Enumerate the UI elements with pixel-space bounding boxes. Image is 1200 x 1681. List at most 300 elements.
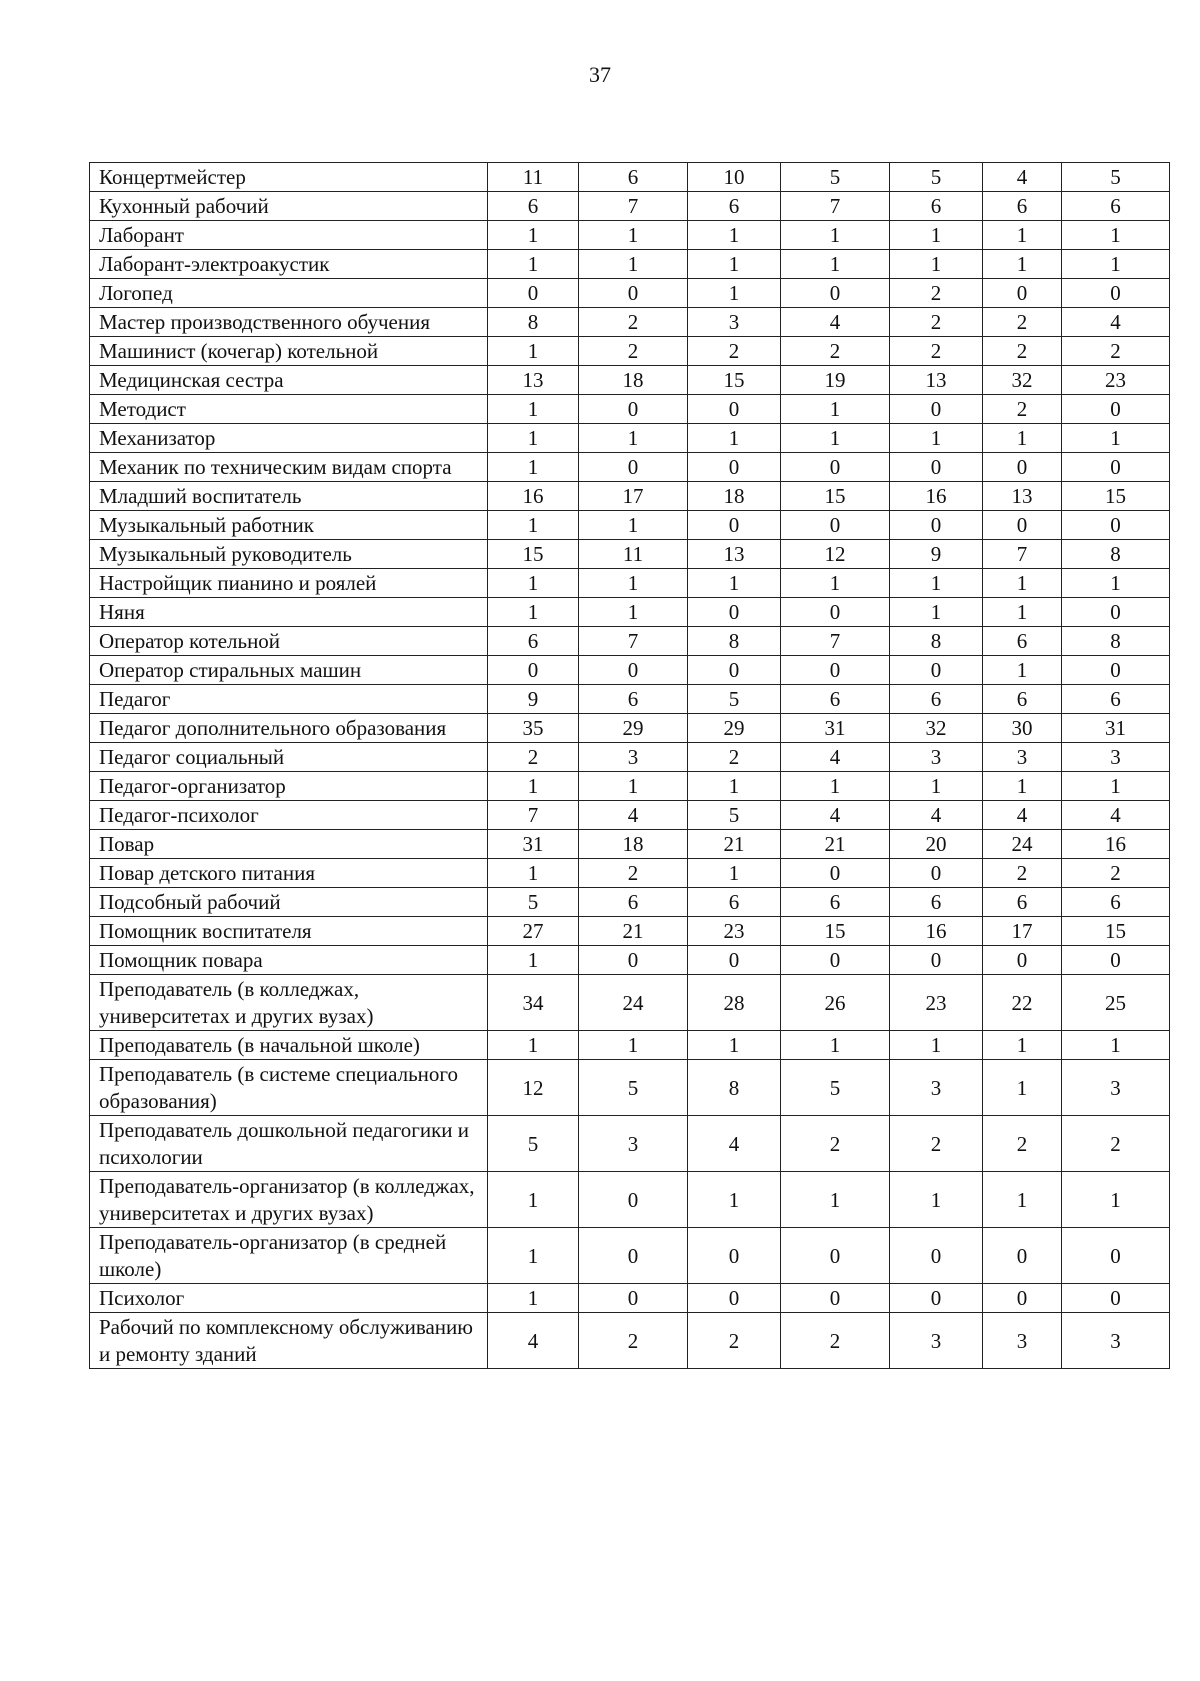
value-cell: 0: [983, 946, 1062, 975]
table-row: [90, 772, 1170, 801]
value-cell: 3: [890, 1060, 983, 1116]
profession-name-cell: Педагог: [90, 685, 488, 714]
value-cell: 1: [1062, 221, 1170, 250]
value-cell: 7: [781, 627, 890, 656]
value-cell: 1: [579, 511, 688, 540]
table-row: [90, 830, 1170, 859]
value-cell: 1: [488, 1031, 579, 1060]
value-cell: 1: [579, 772, 688, 801]
value-cell: 8: [1062, 540, 1170, 569]
table-row: [90, 714, 1170, 743]
value-cell: 4: [488, 1313, 579, 1369]
value-cell: 7: [579, 192, 688, 221]
value-cell: 0: [1062, 598, 1170, 627]
value-cell: 6: [1062, 192, 1170, 221]
value-cell: 2: [983, 308, 1062, 337]
table-row: [90, 946, 1170, 975]
value-cell: 8: [688, 627, 781, 656]
value-cell: 0: [890, 395, 983, 424]
value-cell: 7: [781, 192, 890, 221]
value-cell: 18: [579, 830, 688, 859]
page-number: 37: [589, 62, 611, 87]
value-cell: 6: [488, 192, 579, 221]
table-row: [90, 598, 1170, 627]
profession-name-cell: Преподаватель дошкольной педагогики и психологии: [90, 1116, 488, 1172]
profession-name-cell: Рабочий по комплексному обслуживанию и ремонту зданий: [90, 1313, 488, 1369]
value-cell: 6: [579, 163, 688, 192]
value-cell: 5: [781, 1060, 890, 1116]
value-cell: 9: [488, 685, 579, 714]
value-cell: 1: [983, 772, 1062, 801]
value-cell: 5: [781, 163, 890, 192]
table-row: [90, 395, 1170, 424]
value-cell: 30: [983, 714, 1062, 743]
value-cell: 15: [688, 366, 781, 395]
value-cell: 2: [890, 337, 983, 366]
profession-name-cell: Педагог-психолог: [90, 801, 488, 830]
table-row: [90, 859, 1170, 888]
value-cell: 1: [688, 250, 781, 279]
value-cell: 1: [488, 424, 579, 453]
value-cell: 3: [688, 308, 781, 337]
value-cell: 1: [781, 424, 890, 453]
value-cell: 0: [579, 656, 688, 685]
value-cell: 1: [488, 1284, 579, 1313]
value-cell: 3: [579, 743, 688, 772]
profession-name-cell: Медицинская сестра: [90, 366, 488, 395]
value-cell: 1: [983, 598, 1062, 627]
value-cell: 1: [983, 656, 1062, 685]
table-row: [90, 656, 1170, 685]
value-cell: 1: [983, 1060, 1062, 1116]
value-cell: 1: [781, 772, 890, 801]
value-cell: 1: [579, 598, 688, 627]
value-cell: 2: [1062, 337, 1170, 366]
value-cell: 6: [983, 685, 1062, 714]
value-cell: 15: [1062, 482, 1170, 511]
profession-name-cell: Педагог социальный: [90, 743, 488, 772]
value-cell: 17: [983, 917, 1062, 946]
value-cell: 25: [1062, 975, 1170, 1031]
value-cell: 2: [983, 337, 1062, 366]
profession-name-cell: Подсобный рабочий: [90, 888, 488, 917]
value-cell: 19: [781, 366, 890, 395]
value-cell: 0: [688, 598, 781, 627]
value-cell: 7: [983, 540, 1062, 569]
value-cell: 13: [688, 540, 781, 569]
value-cell: 0: [1062, 453, 1170, 482]
value-cell: 4: [781, 801, 890, 830]
value-cell: 1: [688, 424, 781, 453]
value-cell: 1: [781, 569, 890, 598]
value-cell: 1: [781, 395, 890, 424]
profession-name-cell: Лаборант-электроакустик: [90, 250, 488, 279]
value-cell: 1: [890, 1031, 983, 1060]
value-cell: 0: [579, 279, 688, 308]
value-cell: 2: [890, 308, 983, 337]
value-cell: 0: [579, 453, 688, 482]
value-cell: 1: [488, 395, 579, 424]
value-cell: 0: [1062, 279, 1170, 308]
value-cell: 0: [579, 1172, 688, 1228]
value-cell: 1: [488, 337, 579, 366]
value-cell: 1: [688, 772, 781, 801]
value-cell: 6: [781, 685, 890, 714]
value-cell: 15: [781, 482, 890, 511]
value-cell: 1: [1062, 569, 1170, 598]
value-cell: 5: [488, 1116, 579, 1172]
value-cell: 1: [781, 1031, 890, 1060]
value-cell: 21: [781, 830, 890, 859]
value-cell: 1: [1062, 250, 1170, 279]
value-cell: 9: [890, 540, 983, 569]
profession-name-cell: Повар: [90, 830, 488, 859]
value-cell: 0: [983, 1284, 1062, 1313]
table-row: [90, 888, 1170, 917]
table-row: [90, 917, 1170, 946]
profession-name-cell: Методист: [90, 395, 488, 424]
value-cell: 0: [488, 279, 579, 308]
value-cell: 4: [688, 1116, 781, 1172]
value-cell: 17: [579, 482, 688, 511]
value-cell: 3: [1062, 1060, 1170, 1116]
value-cell: 0: [983, 511, 1062, 540]
value-cell: 1: [688, 1172, 781, 1228]
value-cell: 13: [488, 366, 579, 395]
table-row: [90, 1172, 1170, 1228]
value-cell: 6: [983, 627, 1062, 656]
profession-name-cell: Логопед: [90, 279, 488, 308]
value-cell: 2: [1062, 1116, 1170, 1172]
value-cell: 6: [890, 685, 983, 714]
value-cell: 0: [781, 946, 890, 975]
value-cell: 1: [1062, 1031, 1170, 1060]
value-cell: 35: [488, 714, 579, 743]
value-cell: 16: [890, 482, 983, 511]
table-row: [90, 192, 1170, 221]
value-cell: 10: [688, 163, 781, 192]
value-cell: 1: [890, 772, 983, 801]
value-cell: 3: [983, 1313, 1062, 1369]
profession-name-cell: Преподаватель-организатор (в колледжах, университетах и других вузах): [90, 1172, 488, 1228]
value-cell: 4: [1062, 801, 1170, 830]
value-cell: 0: [1062, 946, 1170, 975]
value-cell: 1: [688, 279, 781, 308]
value-cell: 0: [781, 859, 890, 888]
profession-name-cell: Повар детского питания: [90, 859, 488, 888]
profession-name-cell: Педагог-организатор: [90, 772, 488, 801]
value-cell: 1: [890, 598, 983, 627]
table-row: [90, 1228, 1170, 1284]
value-cell: 0: [1062, 656, 1170, 685]
value-cell: 0: [983, 279, 1062, 308]
value-cell: 0: [781, 1284, 890, 1313]
value-cell: 6: [579, 685, 688, 714]
value-cell: 2: [983, 395, 1062, 424]
value-cell: 31: [488, 830, 579, 859]
value-cell: 22: [983, 975, 1062, 1031]
value-cell: 2: [579, 308, 688, 337]
value-cell: 2: [688, 337, 781, 366]
profession-name-cell: Музыкальный руководитель: [90, 540, 488, 569]
profession-name-cell: Машинист (кочегар) котельной: [90, 337, 488, 366]
table-row: [90, 1313, 1170, 1369]
value-cell: 1: [488, 250, 579, 279]
value-cell: 32: [890, 714, 983, 743]
value-cell: 2: [688, 1313, 781, 1369]
value-cell: 0: [1062, 511, 1170, 540]
value-cell: 0: [781, 453, 890, 482]
table-row: [90, 337, 1170, 366]
value-cell: 3: [1062, 1313, 1170, 1369]
profession-name-cell: Преподаватель (в колледжах, университетах и других вузах): [90, 975, 488, 1031]
value-cell: 5: [1062, 163, 1170, 192]
table-row: [90, 685, 1170, 714]
value-cell: 3: [983, 743, 1062, 772]
value-cell: 3: [1062, 743, 1170, 772]
value-cell: 0: [890, 1284, 983, 1313]
value-cell: 6: [579, 888, 688, 917]
value-cell: 8: [890, 627, 983, 656]
profession-name-cell: Концертмейстер: [90, 163, 488, 192]
value-cell: 2: [1062, 859, 1170, 888]
value-cell: 1: [890, 221, 983, 250]
value-cell: 7: [488, 801, 579, 830]
value-cell: 1: [781, 1172, 890, 1228]
profession-name-cell: Кухонный рабочий: [90, 192, 488, 221]
value-cell: 2: [890, 279, 983, 308]
value-cell: 6: [890, 888, 983, 917]
value-cell: 1: [983, 424, 1062, 453]
value-cell: 8: [688, 1060, 781, 1116]
value-cell: 0: [688, 1228, 781, 1284]
value-cell: 8: [488, 308, 579, 337]
profession-name-cell: Педагог дополнительного образования: [90, 714, 488, 743]
value-cell: 0: [488, 656, 579, 685]
value-cell: 1: [488, 598, 579, 627]
value-cell: 1: [488, 772, 579, 801]
table-row: [90, 511, 1170, 540]
table-row: [90, 975, 1170, 1031]
value-cell: 18: [579, 366, 688, 395]
value-cell: 13: [890, 366, 983, 395]
value-cell: 1: [579, 569, 688, 598]
value-cell: 12: [781, 540, 890, 569]
value-cell: 0: [688, 511, 781, 540]
value-cell: 5: [890, 163, 983, 192]
value-cell: 0: [688, 453, 781, 482]
value-cell: 34: [488, 975, 579, 1031]
value-cell: 27: [488, 917, 579, 946]
value-cell: 2: [488, 743, 579, 772]
value-cell: 0: [781, 511, 890, 540]
value-cell: 20: [890, 830, 983, 859]
value-cell: 28: [688, 975, 781, 1031]
value-cell: 0: [1062, 1284, 1170, 1313]
value-cell: 1: [983, 569, 1062, 598]
value-cell: 8: [1062, 627, 1170, 656]
profession-name-cell: Оператор стиральных машин: [90, 656, 488, 685]
value-cell: 4: [579, 801, 688, 830]
value-cell: 26: [781, 975, 890, 1031]
value-cell: 13: [983, 482, 1062, 511]
value-cell: 1: [983, 250, 1062, 279]
value-cell: 16: [890, 917, 983, 946]
value-cell: 23: [1062, 366, 1170, 395]
value-cell: 1: [579, 221, 688, 250]
value-cell: 1: [890, 250, 983, 279]
value-cell: 15: [781, 917, 890, 946]
value-cell: 21: [688, 830, 781, 859]
value-cell: 1: [1062, 1172, 1170, 1228]
profession-name-cell: Настройщик пианино и роялей: [90, 569, 488, 598]
value-cell: 1: [688, 859, 781, 888]
profession-name-cell: Механизатор: [90, 424, 488, 453]
value-cell: 4: [983, 163, 1062, 192]
value-cell: 1: [488, 859, 579, 888]
value-cell: 3: [890, 743, 983, 772]
value-cell: 4: [781, 743, 890, 772]
value-cell: 12: [488, 1060, 579, 1116]
profession-name-cell: Музыкальный работник: [90, 511, 488, 540]
value-cell: 23: [688, 917, 781, 946]
value-cell: 6: [688, 192, 781, 221]
table-row: [90, 453, 1170, 482]
value-cell: 1: [1062, 772, 1170, 801]
value-cell: 2: [688, 743, 781, 772]
value-cell: 2: [781, 337, 890, 366]
value-cell: 0: [688, 395, 781, 424]
value-cell: 0: [890, 1228, 983, 1284]
value-cell: 11: [488, 163, 579, 192]
profession-name-cell: Механик по техническим видам спорта: [90, 453, 488, 482]
profession-name-cell: Психолог: [90, 1284, 488, 1313]
value-cell: 5: [688, 685, 781, 714]
table-row: [90, 163, 1170, 192]
table-row: [90, 308, 1170, 337]
value-cell: 1: [983, 221, 1062, 250]
table-row: [90, 482, 1170, 511]
value-cell: 3: [579, 1116, 688, 1172]
value-cell: 2: [781, 1116, 890, 1172]
profession-name-cell: Младший воспитатель: [90, 482, 488, 511]
value-cell: 1: [579, 250, 688, 279]
value-cell: 1: [488, 221, 579, 250]
value-cell: 0: [781, 279, 890, 308]
value-cell: 3: [890, 1313, 983, 1369]
table-row: [90, 279, 1170, 308]
value-cell: 1: [488, 453, 579, 482]
profession-name-cell: Помощник повара: [90, 946, 488, 975]
table-row: [90, 569, 1170, 598]
value-cell: 0: [890, 453, 983, 482]
value-cell: 2: [983, 1116, 1062, 1172]
value-cell: 0: [579, 946, 688, 975]
value-cell: 4: [781, 308, 890, 337]
value-cell: 0: [579, 395, 688, 424]
value-cell: 1: [579, 1031, 688, 1060]
value-cell: 0: [890, 511, 983, 540]
profession-name-cell: Преподаватель (в системе специального образования): [90, 1060, 488, 1116]
value-cell: 31: [781, 714, 890, 743]
value-cell: 0: [579, 1228, 688, 1284]
staff-table: [89, 162, 1170, 1369]
value-cell: 5: [688, 801, 781, 830]
table-row: [90, 801, 1170, 830]
value-cell: 6: [890, 192, 983, 221]
value-cell: 1: [688, 1031, 781, 1060]
value-cell: 21: [579, 917, 688, 946]
value-cell: 0: [983, 453, 1062, 482]
table-body: [90, 163, 1170, 1369]
profession-name-cell: Няня: [90, 598, 488, 627]
value-cell: 0: [781, 598, 890, 627]
value-cell: 0: [781, 1228, 890, 1284]
value-cell: 2: [579, 337, 688, 366]
value-cell: 4: [890, 801, 983, 830]
value-cell: 4: [1062, 308, 1170, 337]
value-cell: 15: [488, 540, 579, 569]
table-row: [90, 250, 1170, 279]
value-cell: 1: [983, 1172, 1062, 1228]
value-cell: 16: [1062, 830, 1170, 859]
value-cell: 1: [488, 511, 579, 540]
value-cell: 0: [688, 656, 781, 685]
value-cell: 0: [579, 1284, 688, 1313]
table-row: [90, 1116, 1170, 1172]
value-cell: 23: [890, 975, 983, 1031]
value-cell: 1: [488, 1228, 579, 1284]
value-cell: 1: [781, 250, 890, 279]
value-cell: 1: [488, 946, 579, 975]
value-cell: 7: [579, 627, 688, 656]
value-cell: 0: [688, 1284, 781, 1313]
profession-name-cell: Помощник воспитателя: [90, 917, 488, 946]
value-cell: 0: [890, 656, 983, 685]
value-cell: 2: [890, 1116, 983, 1172]
value-cell: 1: [890, 1172, 983, 1228]
value-cell: 1: [890, 569, 983, 598]
value-cell: 32: [983, 366, 1062, 395]
table-row: [90, 627, 1170, 656]
value-cell: 15: [1062, 917, 1170, 946]
table-row: [90, 1031, 1170, 1060]
value-cell: 6: [1062, 888, 1170, 917]
value-cell: 2: [579, 859, 688, 888]
value-cell: 6: [488, 627, 579, 656]
value-cell: 0: [688, 946, 781, 975]
value-cell: 6: [983, 888, 1062, 917]
value-cell: 1: [983, 1031, 1062, 1060]
value-cell: 0: [1062, 1228, 1170, 1284]
value-cell: 0: [890, 859, 983, 888]
value-cell: 6: [781, 888, 890, 917]
table-row: [90, 1284, 1170, 1313]
value-cell: 29: [579, 714, 688, 743]
value-cell: 29: [688, 714, 781, 743]
profession-name-cell: Лаборант: [90, 221, 488, 250]
profession-name-cell: Мастер производственного обучения: [90, 308, 488, 337]
value-cell: 1: [890, 424, 983, 453]
value-cell: 1: [488, 1172, 579, 1228]
value-cell: 5: [488, 888, 579, 917]
value-cell: 24: [983, 830, 1062, 859]
value-cell: 2: [579, 1313, 688, 1369]
profession-name-cell: Преподаватель (в начальной школе): [90, 1031, 488, 1060]
value-cell: 0: [781, 656, 890, 685]
table-row: [90, 424, 1170, 453]
value-cell: 31: [1062, 714, 1170, 743]
